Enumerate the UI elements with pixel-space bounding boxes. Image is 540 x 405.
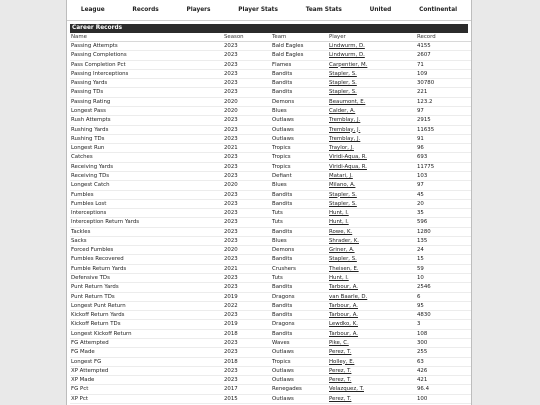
player-link[interactable]: Beaumont, E. [329, 98, 366, 105]
team: Outlaws [271, 116, 328, 125]
record-name: Rush Attempts [70, 116, 223, 125]
season: 2020 [223, 97, 271, 106]
record-name: Receiving Yards [70, 162, 223, 171]
record-value: 35 [416, 209, 472, 218]
record-value: 221 [416, 88, 472, 97]
player-link[interactable]: Shrader, K. [329, 237, 359, 244]
player-cell [328, 301, 416, 310]
table-row [70, 209, 472, 218]
player-cell [328, 190, 416, 199]
nav-item-continental[interactable]: Continental [419, 7, 458, 13]
table-row [70, 366, 472, 375]
team: Tuts [271, 218, 328, 227]
team: Demons [271, 97, 328, 106]
player-cell [328, 42, 416, 51]
table-row [70, 320, 472, 329]
table-row [70, 125, 472, 134]
team: Dragons [271, 320, 328, 329]
player-cell [328, 376, 416, 385]
player-cell [328, 236, 416, 245]
table-row [70, 385, 472, 394]
season: 2023 [223, 69, 271, 78]
record-name: FG Pct [70, 385, 223, 394]
record-name: FG Made [70, 348, 223, 357]
record-value: 97 [416, 106, 472, 115]
player-link[interactable]: Stapler, S. [329, 191, 357, 198]
record-name: Catches [70, 153, 223, 162]
season: 2023 [223, 236, 271, 245]
record-name: Rushing Yards [70, 125, 223, 134]
player-link[interactable]: Milano, A. [329, 182, 356, 189]
nav-item-records[interactable]: Records [132, 7, 159, 13]
season: 2015 [223, 394, 271, 403]
record-value: 71 [416, 60, 472, 69]
season: 2023 [223, 283, 271, 292]
record-name: Kickoff Return Yards [70, 311, 223, 320]
season: 2023 [223, 51, 271, 60]
nav-item-league[interactable]: League [80, 7, 105, 13]
player-link[interactable]: Traylor, J. [329, 145, 354, 152]
record-value: 693 [416, 153, 472, 162]
record-name: Receiving TDs [70, 171, 223, 180]
team: Outlaws [271, 348, 328, 357]
records-table [70, 33, 472, 404]
player-cell [328, 199, 416, 208]
player-link[interactable]: Hunt, I. [329, 219, 349, 226]
player-link[interactable]: Hunt, I. [329, 210, 349, 217]
column-header-name: Name [70, 33, 223, 42]
team: Tropics [271, 162, 328, 171]
player-link[interactable]: Lewdko, K. [329, 321, 358, 328]
record-value: 109 [416, 69, 472, 78]
team: Blues [271, 236, 328, 245]
season: 2019 [223, 292, 271, 301]
player-link[interactable]: Perez, T. [329, 367, 352, 374]
team: Bandits [271, 227, 328, 236]
player-link[interactable]: Stapler, S. [329, 200, 357, 207]
record-name: Tackles [70, 227, 223, 236]
player-cell [328, 339, 416, 348]
player-link[interactable]: Viridi-Aqua, R. [329, 163, 367, 170]
table-row [70, 190, 472, 199]
record-name: Fumbles [70, 190, 223, 199]
team: Outlaws [271, 134, 328, 143]
team: Bandits [271, 283, 328, 292]
team: Blues [271, 106, 328, 115]
season: 2023 [223, 227, 271, 236]
season: 2023 [223, 376, 271, 385]
player-cell [328, 385, 416, 394]
record-name: Passing TDs [70, 88, 223, 97]
table-row [70, 144, 472, 153]
table-row [70, 339, 472, 348]
team: Bandits [271, 69, 328, 78]
player-cell [328, 60, 416, 69]
season: 2023 [223, 209, 271, 218]
record-name: Kickoff Return TDs [70, 320, 223, 329]
player-cell [328, 181, 416, 190]
player-cell [328, 366, 416, 375]
player-link[interactable]: van Baarle, D. [329, 293, 368, 300]
player-cell [328, 292, 416, 301]
record-name: Passing Completions [70, 51, 223, 60]
record-value: 20 [416, 199, 472, 208]
record-name: Punt Return TDs [70, 292, 223, 301]
record-value: 123.2 [416, 97, 472, 106]
player-cell [328, 255, 416, 264]
top-nav [67, 0, 471, 21]
player-cell [328, 69, 416, 78]
table-row [70, 246, 472, 255]
record-name: Passing Interceptions [70, 69, 223, 78]
player-link[interactable]: Tremblay, J. [329, 135, 361, 142]
season: 2023 [223, 339, 271, 348]
season: 2023 [223, 190, 271, 199]
record-value: 3 [416, 320, 472, 329]
player-link[interactable]: Matari, J. [329, 172, 353, 179]
player-link[interactable]: Tremblay, J. [329, 126, 361, 133]
player-cell [328, 97, 416, 106]
season: 2020 [223, 246, 271, 255]
player-cell [328, 357, 416, 366]
season: 2023 [223, 274, 271, 283]
player-link[interactable]: Carpentier, M. [329, 61, 368, 68]
table-row [70, 292, 472, 301]
table-row [70, 274, 472, 283]
column-header-team: Team [271, 33, 328, 42]
season: 2023 [223, 171, 271, 180]
player-link[interactable]: Lindwurm, D. [329, 43, 365, 49]
record-value: 97 [416, 181, 472, 190]
team: Bandits [271, 88, 328, 97]
player-link[interactable]: Stapler, S. [329, 80, 357, 87]
table-row [70, 311, 472, 320]
season: 2023 [223, 255, 271, 264]
player-cell [328, 153, 416, 162]
player-cell [328, 227, 416, 236]
table-row [70, 60, 472, 69]
table-row [70, 134, 472, 143]
record-name: XP Attempted [70, 366, 223, 375]
player-cell [328, 311, 416, 320]
player-link[interactable]: Rowe, K. [329, 228, 353, 235]
team: Waves [271, 339, 328, 348]
table-row [70, 348, 472, 357]
player-cell [328, 106, 416, 115]
nav-item-players[interactable]: Players [186, 7, 211, 13]
player-link[interactable]: Tarbour, A. [329, 302, 359, 309]
table-row [70, 264, 472, 273]
table-row [70, 301, 472, 310]
table-row [70, 162, 472, 171]
record-value: 45 [416, 190, 472, 199]
season: 2023 [223, 348, 271, 357]
record-value: 59 [416, 264, 472, 273]
record-name: Punt Return Yards [70, 283, 223, 292]
player-cell [328, 144, 416, 153]
record-value: 96.4 [416, 385, 472, 394]
nav-item-united[interactable]: United [369, 7, 392, 13]
season: 2023 [223, 42, 271, 51]
table-row [70, 394, 472, 403]
page-container [66, 0, 472, 405]
team: Outlaws [271, 125, 328, 134]
record-name: Longest FG [70, 357, 223, 366]
section-header: Career Records [70, 24, 468, 33]
team: Defiant [271, 171, 328, 180]
team: Tuts [271, 209, 328, 218]
table-row [70, 88, 472, 97]
record-value: 95 [416, 301, 472, 310]
record-name: FG Attempted [70, 339, 223, 348]
team: Bandits [271, 199, 328, 208]
team: Bandits [271, 79, 328, 88]
season: 2021 [223, 144, 271, 153]
player-link[interactable]: Stapler, S. [329, 89, 357, 96]
player-link[interactable]: Hunt, I. [329, 275, 349, 282]
column-header-record: Record [416, 33, 472, 42]
season: 2020 [223, 106, 271, 115]
record-name: Forced Fumbles [70, 246, 223, 255]
team: Renegades [271, 385, 328, 394]
season: 2023 [223, 162, 271, 171]
table-row [70, 153, 472, 162]
player-cell [328, 329, 416, 338]
team: Bandits [271, 311, 328, 320]
player-link[interactable]: Perez, T. [329, 395, 352, 402]
player-cell [328, 171, 416, 180]
team: Dragons [271, 292, 328, 301]
season: 2023 [223, 311, 271, 320]
player-link[interactable]: Perez, T. [329, 377, 352, 384]
player-link[interactable]: Calder, A. [329, 107, 356, 114]
table-row [70, 227, 472, 236]
record-value: 255 [416, 348, 472, 357]
player-link[interactable]: Griner, A. [329, 247, 355, 254]
record-value: 11635 [416, 125, 472, 134]
team: Bald Eagles [271, 42, 328, 51]
table-row [70, 181, 472, 190]
team: Crushers [271, 264, 328, 273]
player-cell [328, 348, 416, 357]
player-link[interactable]: Tarbour, A. [329, 284, 359, 291]
season: 2023 [223, 116, 271, 125]
record-value: 4830 [416, 311, 472, 320]
player-link[interactable]: Holley, E. [329, 358, 355, 365]
table-row [70, 218, 472, 227]
record-value: 96 [416, 144, 472, 153]
record-value: 1280 [416, 227, 472, 236]
table-row [70, 357, 472, 366]
player-cell [328, 320, 416, 329]
season: 2021 [223, 264, 271, 273]
season: 2023 [223, 366, 271, 375]
record-name: Longest Run [70, 144, 223, 153]
team: Bandits [271, 255, 328, 264]
player-link[interactable]: Pike, C. [329, 340, 349, 346]
table-row [70, 79, 472, 88]
column-header-player: Player [328, 33, 416, 42]
season: 2023 [223, 218, 271, 227]
nav-item-team-stats[interactable]: Team Stats [305, 7, 342, 13]
record-value: 30780 [416, 79, 472, 88]
team: Blues [271, 181, 328, 190]
record-value: 6 [416, 292, 472, 301]
record-value: 426 [416, 366, 472, 375]
record-name: Fumbles Lost [70, 199, 223, 208]
team: Outlaws [271, 366, 328, 375]
record-name: Defensive TDs [70, 274, 223, 283]
record-name: Longest Catch [70, 181, 223, 190]
season: 2023 [223, 125, 271, 134]
record-value: 421 [416, 376, 472, 385]
team: Bandits [271, 190, 328, 199]
table-row [70, 97, 472, 106]
season: 2023 [223, 88, 271, 97]
player-cell [328, 218, 416, 227]
season: 2020 [223, 181, 271, 190]
season: 2023 [223, 199, 271, 208]
team: Tuts [271, 274, 328, 283]
team: Outlaws [271, 376, 328, 385]
season: 2022 [223, 301, 271, 310]
team: Tropics [271, 144, 328, 153]
team: Tropics [271, 357, 328, 366]
player-cell [328, 246, 416, 255]
record-name: Longest Kickoff Return [70, 329, 223, 338]
player-cell [328, 209, 416, 218]
record-value: 100 [416, 394, 472, 403]
record-name: Passing Yards [70, 79, 223, 88]
player-cell [328, 264, 416, 273]
table-row [70, 171, 472, 180]
player-link[interactable]: Tarbour, A. [329, 330, 359, 337]
player-cell [328, 283, 416, 292]
player-link[interactable]: Perez, T. [329, 349, 352, 356]
table-row [70, 116, 472, 125]
player-link[interactable]: Stapler, S. [329, 70, 357, 77]
team: Bandits [271, 301, 328, 310]
column-header-season: Season [223, 33, 271, 42]
season: 2023 [223, 134, 271, 143]
record-value: 24 [416, 246, 472, 255]
player-cell [328, 79, 416, 88]
team: Tropics [271, 153, 328, 162]
record-name: Interception Return Yards [70, 218, 223, 227]
table-header-row [70, 33, 472, 42]
player-link[interactable]: Velazquez, T. [329, 386, 364, 393]
record-value: 91 [416, 134, 472, 143]
table-row [70, 106, 472, 115]
player-link[interactable]: Tarbour, A. [329, 312, 359, 319]
table-row [70, 51, 472, 60]
season: 2018 [223, 329, 271, 338]
record-value: 103 [416, 171, 472, 180]
record-name: Sacks [70, 236, 223, 245]
record-value: 15 [416, 255, 472, 264]
record-value: 2607 [416, 51, 472, 60]
record-name: Passing Rating [70, 97, 223, 106]
record-name: Longest Punt Return [70, 301, 223, 310]
table-row [70, 199, 472, 208]
record-name: Pass Completion Pct [70, 60, 223, 69]
record-name: XP Made [70, 376, 223, 385]
player-cell [328, 51, 416, 60]
team: Flames [271, 60, 328, 69]
table-row [70, 255, 472, 264]
team: Outlaws [271, 394, 328, 403]
player-cell [328, 116, 416, 125]
player-cell [328, 274, 416, 283]
season: 2019 [223, 320, 271, 329]
player-link[interactable]: Tremblay, J. [329, 117, 361, 124]
team: Demons [271, 246, 328, 255]
team: Bald Eagles [271, 51, 328, 60]
record-name: Longest Pass [70, 106, 223, 115]
table-row [70, 329, 472, 338]
player-cell [328, 125, 416, 134]
record-name: Rushing TDs [70, 134, 223, 143]
record-value: 2546 [416, 283, 472, 292]
record-value: 63 [416, 357, 472, 366]
player-cell [328, 88, 416, 97]
player-link[interactable]: Viridi-Aqua, R. [329, 154, 367, 161]
record-value: 10 [416, 274, 472, 283]
player-cell [328, 162, 416, 171]
season: 2018 [223, 357, 271, 366]
record-value: 11775 [416, 162, 472, 171]
table-row [70, 283, 472, 292]
nav-item-player-stats[interactable]: Player Stats [238, 7, 278, 13]
record-value: 300 [416, 339, 472, 348]
record-name: Fumbles Recovered [70, 255, 223, 264]
player-cell [328, 134, 416, 143]
record-value: 596 [416, 218, 472, 227]
table-row [70, 376, 472, 385]
team: Bandits [271, 329, 328, 338]
table-row [70, 236, 472, 245]
record-name: Interceptions [70, 209, 223, 218]
season: 2023 [223, 153, 271, 162]
player-link[interactable]: Stapler, S. [329, 256, 357, 263]
table-row [70, 42, 472, 51]
season: 2017 [223, 385, 271, 394]
record-value: 4155 [416, 42, 472, 51]
season: 2023 [223, 60, 271, 69]
record-value: 108 [416, 329, 472, 338]
season: 2023 [223, 79, 271, 88]
record-value: 135 [416, 236, 472, 245]
record-name: XP Pct [70, 394, 223, 403]
record-name: Passing Attempts [70, 42, 223, 51]
player-link[interactable]: Lindwurm, D. [329, 52, 365, 59]
player-link[interactable]: Theisen, E. [329, 265, 359, 272]
record-value: 2915 [416, 116, 472, 125]
record-name: Fumble Return Yards [70, 264, 223, 273]
table-row [70, 69, 472, 78]
player-cell [328, 394, 416, 403]
